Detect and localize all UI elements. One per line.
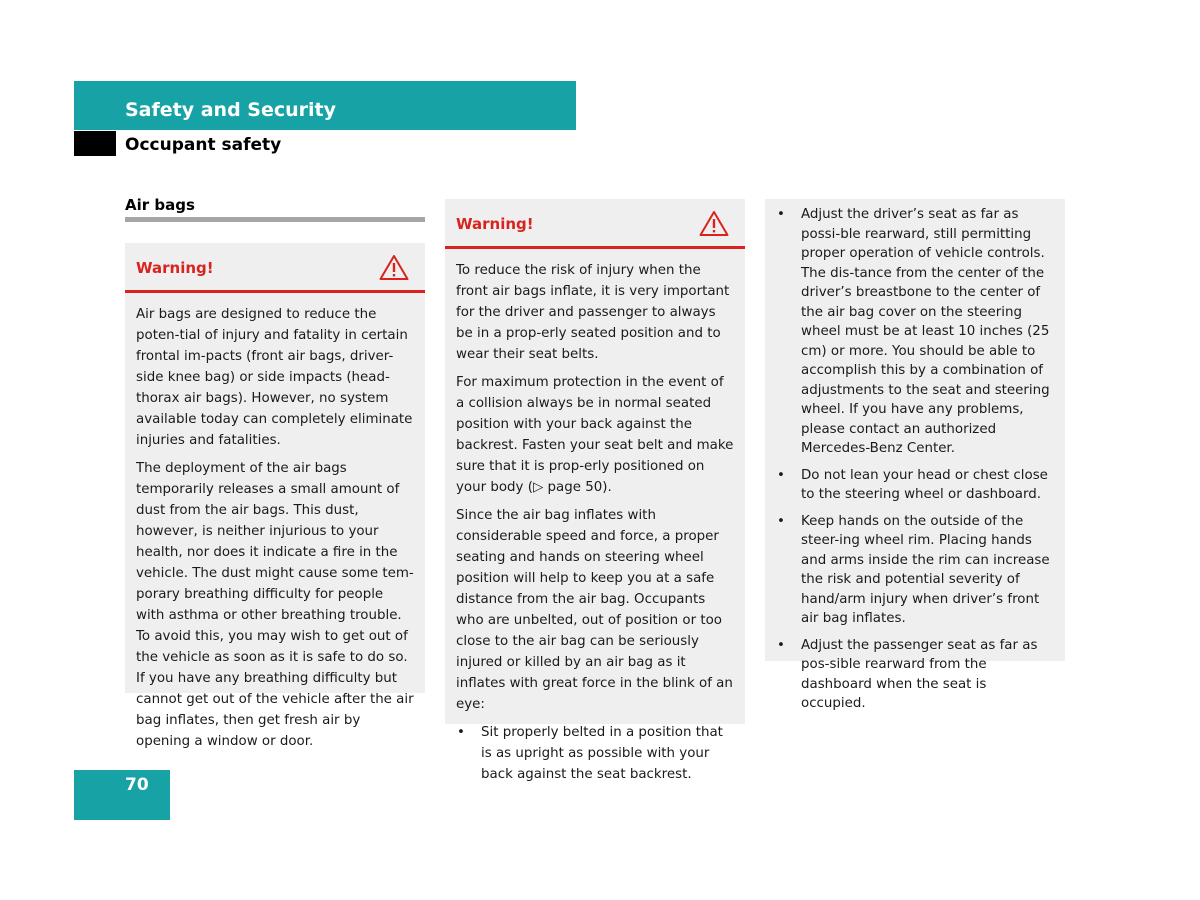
- list-item-text: Keep hands on the outside of the steer-ing wheel rim. Placing hands and arms inside the rim can increase the risk and potential severity of hand/arm injury when driver’s front air bag inflates.: [801, 513, 1050, 626]
- warning-box-3: [765, 199, 1065, 711]
- bullet-icon: •: [777, 637, 785, 653]
- list-item-text: Sit properly belted in a position that is as upright as possible with your back against the seat backrest.: [481, 725, 723, 782]
- paragraph: The deployment of the air bags temporarily releases a small amount of dust from the air bags. This dust, however, is neither injurious to your health, nor does it indicate a fire in the vehicle. The dust might cause some tem-porary breathing difficulty for people with asthma or other breathing trouble. To avoid this, you may wish to get out of the vehicle as soon as it is safe to do so. If you have any breathing difficulty but cannot get out of the vehicle after the air bag inflates, then get fresh air by opening a window or door.: [136, 461, 414, 749]
- bullet-icon: •: [457, 725, 465, 740]
- list-item: [776, 636, 1054, 714]
- air-bags-heading: Air bags: [125, 196, 195, 214]
- warning-box-1: [125, 243, 425, 749]
- list-item: [776, 512, 1054, 629]
- bullet-list: [456, 722, 734, 785]
- warning-header: [125, 243, 425, 293]
- subsection-marker: [74, 131, 116, 156]
- bullet-icon: •: [777, 207, 785, 222]
- list-item: [776, 205, 1054, 459]
- subsection-title: Occupant safety: [125, 135, 282, 155]
- warning-text: [125, 293, 425, 752]
- paragraph: Since the air bag inflates with considerable speed and force, a proper seating and hands on steering wheel position will help to keep you at a safe distance from the air bag. Occupants who are unbelted, out of position or too close to the air bag can be seriously injured or killed by an air bag as it inflates with great force in the blink of an eye:: [456, 508, 733, 712]
- list-item: [456, 722, 734, 785]
- warning-triangle-icon: [699, 210, 729, 237]
- section-title: Safety and Security: [125, 99, 337, 121]
- warning-text: [765, 199, 1065, 714]
- page-number: 70: [125, 775, 149, 795]
- warning-header: [445, 199, 745, 249]
- warning-box-2: [445, 199, 745, 782]
- warning-triangle-icon: [379, 254, 409, 281]
- list-item-text: Do not lean your head or chest close to the steering wheel or dashboard.: [801, 467, 1048, 502]
- warning-text: [445, 249, 745, 785]
- paragraph: For maximum protection in the event of a collision always be in normal seated position with your back against the backrest. Fasten your seat belt and make sure that it is prop-erly positioned on your body (▷ page 50).: [456, 375, 734, 495]
- heading-divider: [125, 217, 425, 222]
- paragraph: Air bags are designed to reduce the poten-tial of injury and fatality in certain frontal im-pacts (front air bags, driver-side knee bag) or side impacts (head-thorax air bags). However, no system available today can completely eliminate injuries and fatalities.: [136, 307, 413, 448]
- warning-label: Warning!: [456, 215, 534, 233]
- list-item-text: Adjust the driver’s seat as far as possi-ble rearward, still permitting proper operation of vehicle controls. The dis-tance from the center of the driver’s breastbone to the center of the air bag cover on the steering wheel must be at least 10 inches (25 cm) or more. You should be able to accomplish this by a combination of adjustments to the seat and steering wheel. If you have any problems, please contact an authorized Mercedes-Benz Center.: [801, 207, 1050, 456]
- list-item-text: Adjust the passenger seat as far as pos-sible rearward from the dashboard when the seat is occupied.: [801, 637, 1038, 711]
- paragraph: To reduce the risk of injury when the front air bags inflate, it is very important for the driver and passenger to always be in a prop-erly seated position and to wear their seat belts.: [456, 263, 730, 362]
- bullet-list: [776, 205, 1054, 714]
- bullet-icon: •: [777, 513, 785, 529]
- bullet-icon: •: [777, 467, 785, 483]
- warning-label: Warning!: [136, 259, 214, 277]
- page-number-box: [74, 770, 170, 820]
- list-item: [776, 466, 1054, 505]
